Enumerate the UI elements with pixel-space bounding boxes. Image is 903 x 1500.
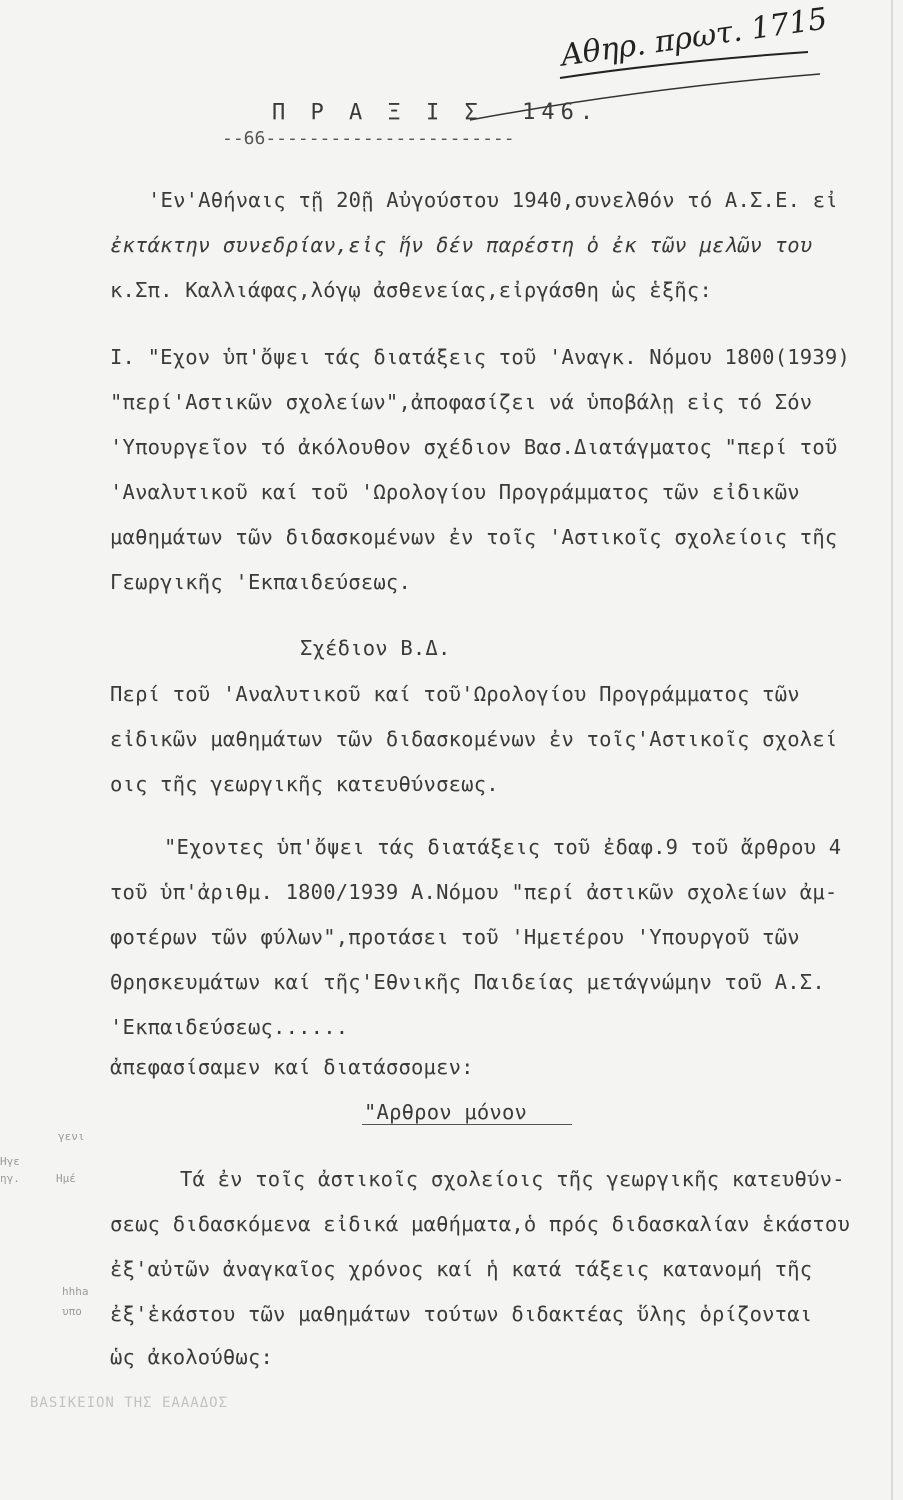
draft-heading: Σχέδιον Β.Δ. [300, 636, 451, 660]
body-line: εἰδικῶν μαθημάτων τῶν διδασκομένων ἐν τοῖς'Αστικοῖς σχολεί [110, 727, 838, 751]
margin-mark: υπο [62, 1305, 82, 1318]
article-heading-underline [362, 1124, 572, 1125]
body-line: Γεωργικῆς 'Εκπαιδεύσεως. [110, 570, 412, 594]
body-line: Ι. "Εχον ὑπ'ὄψει τάς διατάξεις τοῦ 'Αναγκ. Νόμου 1800(1939) [110, 345, 850, 369]
body-line: Περί τοῦ 'Αναλυτικοῦ καί τοῦ'Ωρολογίου Προγράμματος τῶν [110, 682, 800, 706]
body-line: μαθημάτων τῶν διδασκομένων ἐν τοῖς 'Αστικοῖς σχολείοις τῆς [110, 525, 838, 549]
body-line: 'Αναλυτικοῦ καί τοῦ 'Ωρολογίου Προγράμματος τῶν εἰδικῶν [110, 480, 800, 504]
body-line: 'Υπουργεῖον τό ἀκόλουθον σχέδιον Βασ.Διατάγματος "περί τοῦ [110, 435, 838, 459]
margin-mark: Ηγε [0, 1155, 20, 1168]
body-line: 'Εν'Αθήναις τῇ 20ῇ Αὐγούστου 1940,συνελθόν τό Α.Σ.Ε. εἰ [148, 188, 838, 212]
body-line: "Εχοντες ὑπ'ὄψει τάς διατάξεις τοῦ ἐδαφ.9 τοῦ ἄρθρου 4 [164, 835, 842, 859]
document-title: Π Ρ Α Ξ Ι Σ 146. [272, 100, 600, 125]
margin-mark: hhha [62, 1285, 89, 1298]
body-line: σεως διδασκόμενα εἰδικά μαθήματα,ὁ πρός διδασκαλίαν ἑκάστου [110, 1212, 850, 1236]
handwritten-protocol-note: Αθηρ. πρωτ. 1715 [558, 1, 830, 74]
body-line: οις τῆς γεωργικῆς κατευθύνσεως. [110, 772, 499, 796]
margin-mark: ηγ. [0, 1172, 20, 1185]
body-line: "περί'Αστικῶν σχολείων",ἀποφασίζει νά ὑποβάλῃ εἰς τό Σόν [110, 390, 813, 414]
body-line: ὡς ἀκολούθως: [110, 1345, 274, 1369]
left-margin-bleed-through [0, 1110, 120, 1410]
body-line: ἐξ'αὐτῶν ἀναγκαῖος χρόνος καί ἡ κατά τάξεις κατανομή τῆς [110, 1257, 813, 1281]
body-line: κ.Σπ. Καλλιάφας,λόγῳ ἀσθενείας,εἰργάσθη ὡς ἑξῆς: [110, 278, 713, 302]
page-edge [891, 0, 893, 1500]
margin-mark: Ημέ [56, 1172, 76, 1185]
article-heading: "Αρθρον μόνον [364, 1100, 528, 1124]
body-line: τοῦ ὑπ'ἀριθμ. 1800/1939 Α.Νόμου "περί ἀστικῶν σχολείων ἀμ- [110, 880, 838, 904]
margin-mark: γενι [58, 1130, 85, 1143]
body-line: ἐκτάκτην συνεδρίαν,εἰς ἥν δέν παρέστη ὁ ἐκ τῶν μελῶν του [110, 233, 813, 257]
body-line: ἐξ'ἑκάστου τῶν μαθημάτων τούτων διδακτέας ὕλης ὁρίζονται [110, 1302, 813, 1326]
bleed-through-stamp: BASIKEION THΣ EAAAΔOΣ [30, 1395, 229, 1411]
body-line: ἀπεφασίσαμεν καί διατάσσομεν: [110, 1055, 474, 1079]
body-line: 'Εκπαιδεύσεως...... [110, 1015, 349, 1039]
body-line: φοτέρων τῶν φύλων",προτάσει τοῦ 'Ημετέρου 'Υπουργοῦ τῶν [110, 925, 800, 949]
body-line: Θρησκευμάτων καί τῆς'Εθνικῆς Παιδείας μετάγνώμην τοῦ Α.Σ. [110, 970, 825, 994]
title-separator: --66----------------------- [222, 128, 515, 149]
body-line: Τά ἐν τοῖς ἀστικοῖς σχολείοις τῆς γεωργικῆς κατευθύν- [180, 1167, 845, 1191]
